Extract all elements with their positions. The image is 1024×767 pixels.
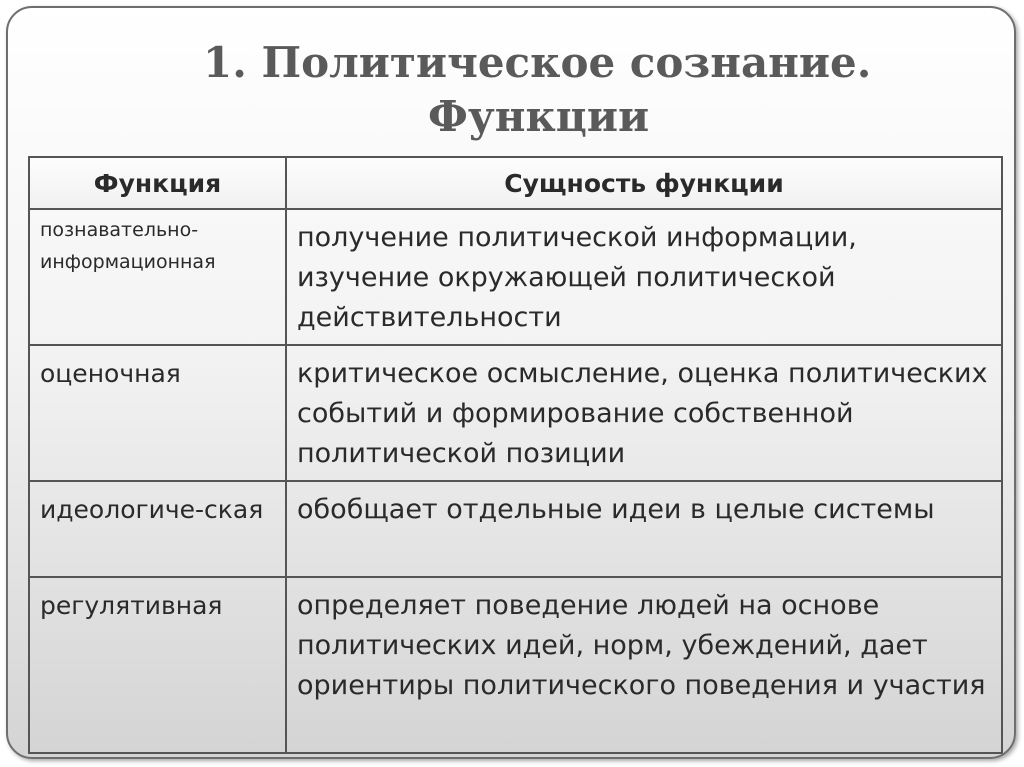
essence-cell: получение политической информации, изучение окружающей политической действительности — [286, 209, 1002, 345]
table-row — [29, 577, 1002, 753]
header-essence: Сущность функции — [286, 157, 1002, 209]
essence-cell: определяет поведение людей на основе политических идей, норм, убеждений, дает ориентиры политического поведения и участия — [286, 577, 1002, 753]
function-cell: регулятивная — [29, 577, 286, 753]
slide-title — [203, 36, 983, 144]
table-row — [29, 481, 1002, 577]
function-cell: идеологиче-ская — [29, 481, 286, 577]
title-line-2: Функции — [428, 92, 650, 141]
table-row — [29, 345, 1002, 481]
essence-cell: обобщает отдельные идеи в целые системы — [286, 481, 1002, 577]
function-cell: оценочная — [29, 345, 286, 481]
function-cell: познавательно-информационная — [29, 209, 286, 345]
table-row — [29, 209, 1002, 345]
slide — [6, 6, 1016, 759]
title-line-1: 1. Политическое сознание. — [203, 38, 872, 87]
table-header-row — [29, 157, 1002, 209]
essence-cell: критическое осмысление, оценка политических событий и формирование собственной политической позиции — [286, 345, 1002, 481]
header-function: Функция — [29, 157, 286, 209]
functions-table-container — [28, 156, 1001, 754]
functions-table — [28, 156, 1003, 754]
